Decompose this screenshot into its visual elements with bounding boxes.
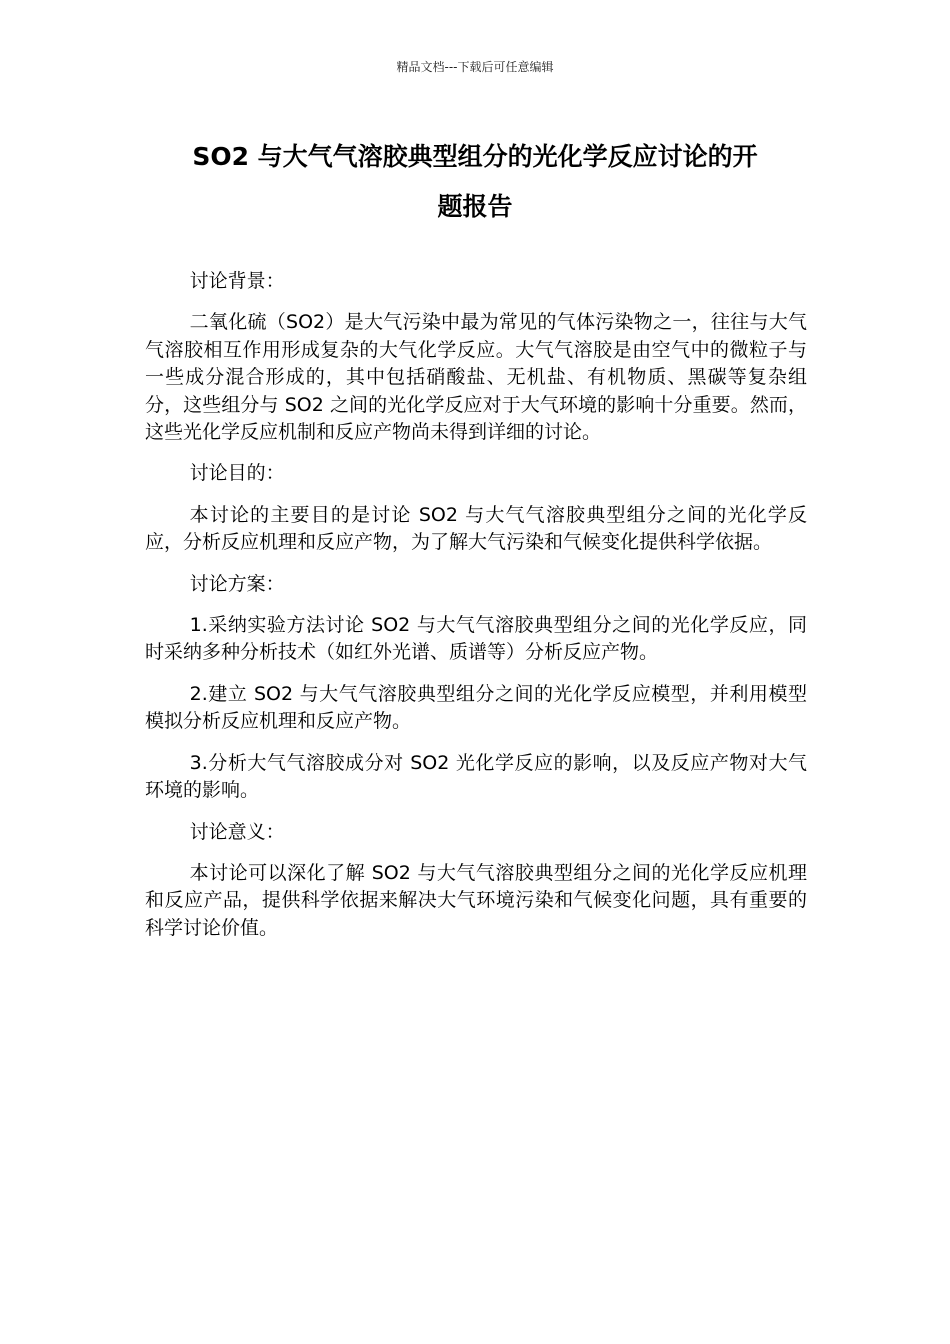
paragraph-plan-2: 2.建立 SO2 与大气气溶胶典型组分之间的光化学反应模型，并利用模型模拟分析反应机理和反应产物。 xyxy=(145,682,807,733)
paragraph-background: 二氧化硫（SO2）是大气污染中最为常见的气体污染物之一，往往与大气气溶胶相互作用形成复杂的大气化学反应。大气气溶胶是由空气中的微粒子与一些成分混合形成的，其中包括硝酸盐、无机盐、有机物质、黑碳等复杂组分，这些组分与 SO2 之间的光化学反应对于大气环境的影响十分重要。然而，这些光化学反应机制和反应产物尚未得到详细的讨论。 xyxy=(145,311,807,444)
section-heading-background: 讨论背景： xyxy=(189,270,285,292)
section-heading-purpose: 讨论目的： xyxy=(189,462,285,485)
section-heading-plan: 讨论方案： xyxy=(189,572,285,595)
document-title xyxy=(145,132,805,232)
title-line-2: 题报告 xyxy=(437,192,513,221)
paragraph-significance: 本讨论可以深化了解 SO2 与大气气溶胶典型组分之间的光化学反应机理和反应产品，提供科学依据来解决大气环境污染和气候变化问题，具有重要的科学讨论价值。 xyxy=(145,861,807,939)
title-line-1: SO2 与大气气溶胶典型组分的光化学反应讨论的开 xyxy=(192,142,758,171)
paragraph-purpose: 本讨论的主要目的是讨论 SO2 与大气气溶胶典型组分之间的光化学反应，分析反应机理和反应产物，为了解大气污染和气候变化提供科学依据。 xyxy=(145,503,807,554)
section-heading-significance: 讨论意义： xyxy=(189,820,285,843)
paragraph-plan-1: 1.采纳实验方法讨论 SO2 与大气气溶胶典型组分之间的光化学反应，同时采纳多种分析技术（如红外光谱、质谱等）分析反应产物。 xyxy=(145,614,807,664)
document-body xyxy=(145,268,807,956)
header-note: 精品文档---下载后可任意编辑 xyxy=(396,60,554,74)
paragraph-plan-3: 3.分析大气气溶胶成分对 SO2 光化学反应的影响，以及反应产物对大气环境的影响。 xyxy=(145,751,807,802)
